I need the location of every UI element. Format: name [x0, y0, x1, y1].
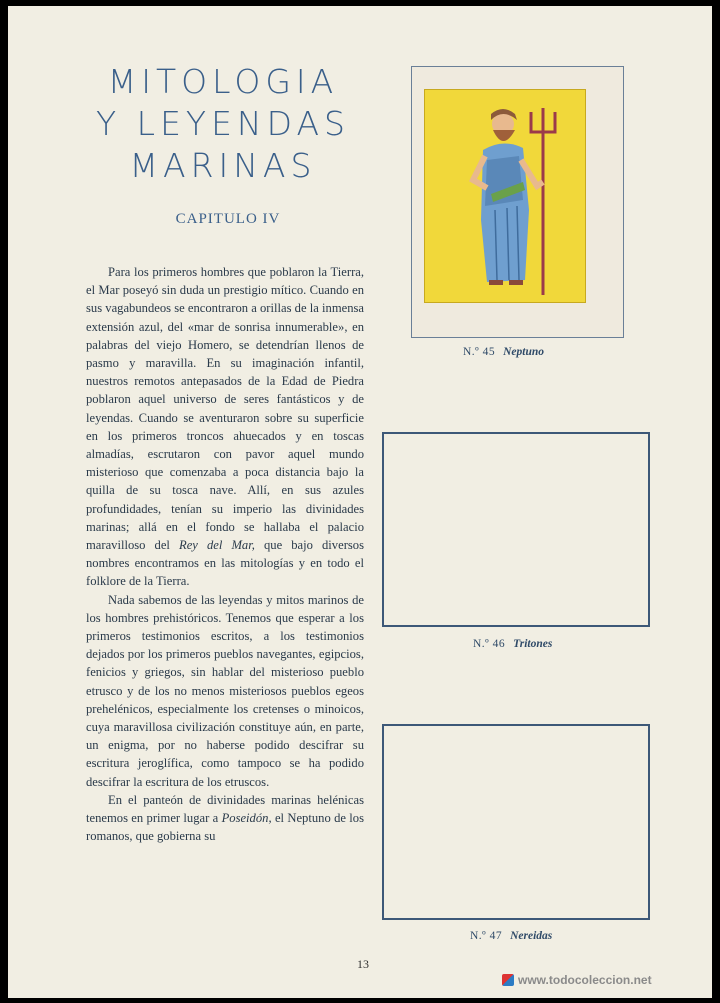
card-47-name: Nereidas — [510, 930, 553, 942]
card-46-number: N.º 46 — [473, 638, 506, 650]
title-line-2: Y LEYENDAS — [96, 104, 350, 143]
neptune-figure-icon — [425, 90, 585, 302]
paragraph-2: Nada sabemos de las leyendas y mitos marinos de los hombres prehistóricos. Tenemos que esperar a los primeros testimonios escritos, a los testimonios dejados por los primeros pueblos navegantes, egipcios, fenicios y griegos, sin hablar del misterioso pueblo etrusco y de los no menos misteriosos pueblos egeos prehelénicos, especialmente los cretenses o minoicos, cuya maravillosa civilización constituye aún, en parte, un enigma, por no haberse podido descifrar su escritura jeroglífica, como tampoco se ha podido descifrar la escritura de los etruscos. — [86, 592, 364, 789]
paragraph-3 — [86, 791, 364, 846]
caption-card-45 — [463, 346, 544, 358]
watermark-text: www.todocoleccion.net — [518, 973, 652, 987]
card-46-name: Tritones — [513, 638, 553, 650]
card-45-name: Neptuno — [503, 346, 545, 358]
neptune-illustration — [424, 89, 586, 303]
todocoleccion-logo-icon — [502, 974, 514, 986]
card-47-number: N.º 47 — [470, 930, 503, 942]
title-line-3: MARINAS — [129, 146, 317, 185]
chapter-heading: CAPITULO IV — [175, 211, 281, 227]
paragraph-1 — [86, 263, 364, 591]
card-46-slot — [382, 432, 650, 627]
page-title — [78, 61, 368, 187]
card-47-slot — [382, 724, 650, 920]
album-page — [8, 6, 712, 998]
paragraph-1-text-b: que bajo diversos nombres encontramos en las mitologías y en todo el folklore de la Tierra. — [86, 538, 364, 589]
card-45-number: N.º 45 — [463, 346, 496, 358]
caption-card-46 — [473, 638, 552, 650]
paragraph-1-text-a: Para los primeros hombres que poblaron la Tierra, el Mar poseyó sin duda un prestigio mítico. Cuando en sus vagabundeos se encontraron a orillas de la inmensa extensión azul, del «mar de sonrisa innumerable», en palabras del viejo Homero, se detendrían llenos de pasmo y maravilla. En su imaginación infantil, nuestros remotos antepasados de la Edad de Piedra poblaron aquel universo de seres fantásticos y de leyendas. Cuando se aventuraron sobre su superficie en los primeros troncos ahuecados y en toscas almadías, escrutaron con pavor aquel mundo misterioso que comenzaba a poca distancia bajo la quilla de su tosca nave. Allí, en sus azules profundidades, tenían su imperio las divinidades marinas; allá en el fondo se hallaba el palacio maravilloso del — [86, 265, 364, 553]
paragraph-1-emphasis: Rey del Mar, — [179, 538, 255, 553]
caption-card-47 — [470, 930, 552, 942]
page-number: 13 — [357, 957, 369, 971]
body-text — [86, 263, 364, 846]
title-line-1: MITOLOGIA — [107, 62, 339, 101]
paragraph-3-text-a: En el panteón de divinidades marinas helénicas tenemos en primer lugar a — [86, 792, 364, 826]
card-45-frame — [411, 66, 624, 338]
paragraph-3-emphasis: Poseidón, — [221, 811, 272, 826]
paragraph-3-text-b: el Neptuno de los romanos, que gobierna su — [86, 811, 364, 844]
watermark — [502, 973, 652, 987]
